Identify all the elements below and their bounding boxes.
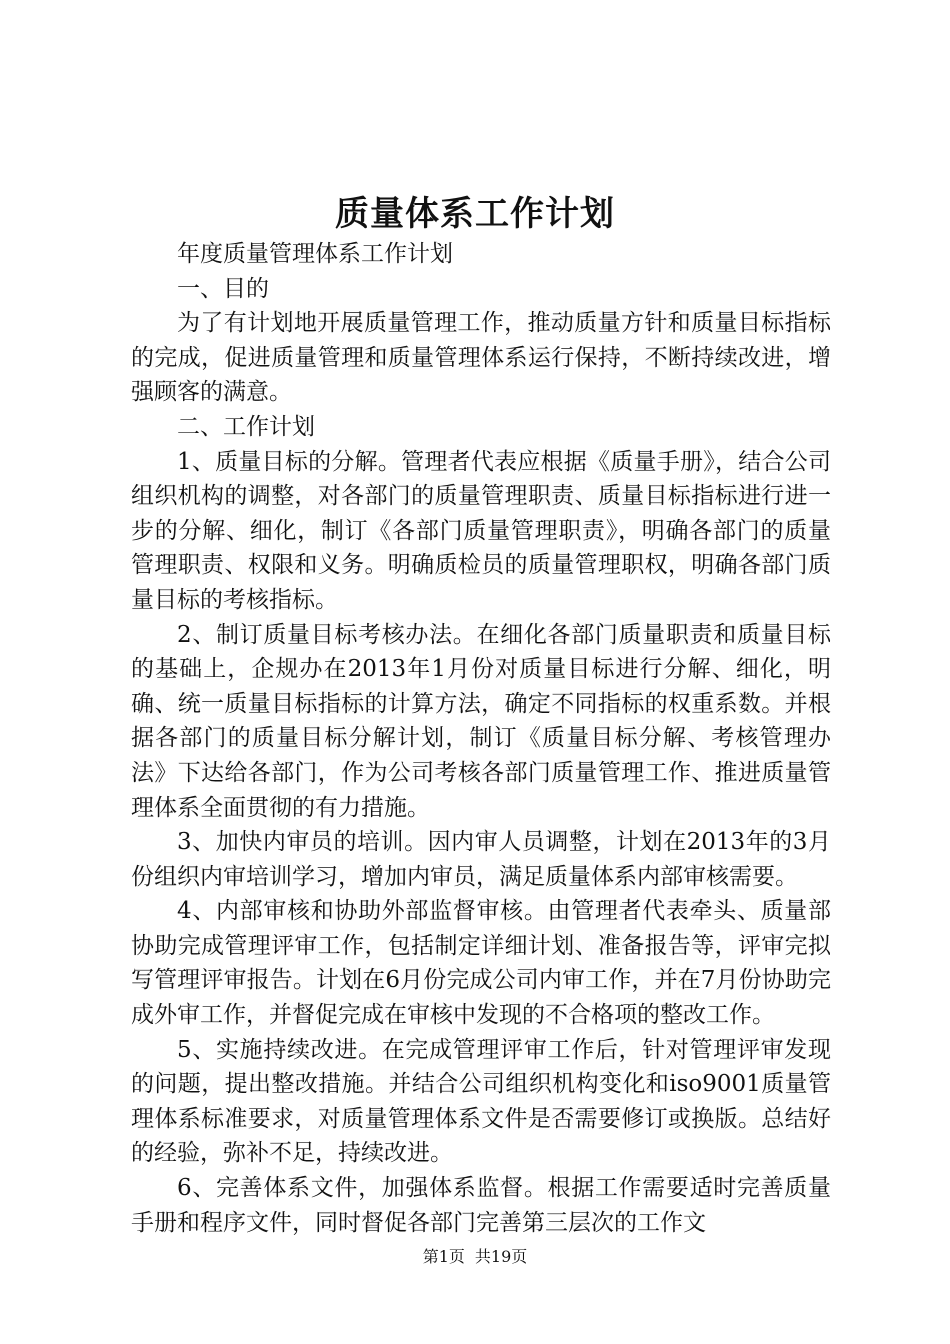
paragraph-item-6: 6、完善体系文件，加强体系监督。根据工作需要适时完善质量手册和程序文件，同时督促各部门完善第三层次的工作文	[131, 1175, 831, 1236]
page-footer	[0, 1244, 950, 1267]
paragraph-item-3: 3、加快内审员的培训。因内审人员调整，计划在2013年的3月份组织内审培训学习，增加内审员，满足质量体系内部审核需要。	[131, 829, 831, 890]
paragraph-purpose: 为了有计划地开展质量管理工作，推动质量方针和质量目标指标的完成，促进质量管理和质量管理体系运行保持，不断持续改进，增强顾客的满意。	[131, 310, 831, 406]
paragraph-item-4: 4、内部审核和协助外部监督审核。由管理者代表牵头、质量部协助完成管理评审工作，包括制定详细计划、准备报告等，评审完拟写管理评审报告。计划在6月份完成公司内审工作，并在7月份协助完成外审工作，并督促完成在审核中发现的不合格项的整改工作。	[131, 898, 831, 1029]
paragraph-item-2: 2、制订质量目标考核办法。在细化各部门质量职责和质量目标的基础上，企规办在2013年1月份对质量目标进行分解、细化，明确、统一质量目标指标的计算方法，确定不同指标的权重系数。并根据各部门的质量目标分解计划，制订《质量目标分解、考核管理办法》下达给各部门，作为公司考核各部门质量管理工作、推进质量管理体系全面贯彻的有力措施。	[131, 621, 831, 821]
paragraph-item-5: 5、实施持续改进。在完成管理评审工作后，针对管理评审发现的问题，提出整改措施。并结合公司组织机构变化和iso9001质量管理体系标准要求，对质量管理体系文件是否需要修订或换版。总结好的经验，弥补不足，持续改进。	[131, 1036, 831, 1167]
paragraph-heading-purpose: 一、目的	[177, 275, 269, 302]
page-number: 第1页	[422, 1247, 465, 1266]
paragraph-subtitle: 年度质量管理体系工作计划	[177, 241, 453, 267]
paragraph-item-1: 1、质量目标的分解。管理者代表应根据《质量手册》，结合公司组织机构的调整，对各部门的质量管理职责、质量目标指标进行进一步的分解、细化，制订《各部门质量管理职责》，明确各部门的质量管理职责、权限和义务。明确质检员的质量管理职权，明确各部门质量目标的考核指标。	[131, 448, 831, 613]
page-total: 共19页	[474, 1247, 528, 1266]
paragraph-heading-plan: 二、工作计划	[177, 413, 315, 440]
document-body	[131, 237, 831, 1240]
document-title: 质量体系工作计划	[335, 194, 615, 234]
